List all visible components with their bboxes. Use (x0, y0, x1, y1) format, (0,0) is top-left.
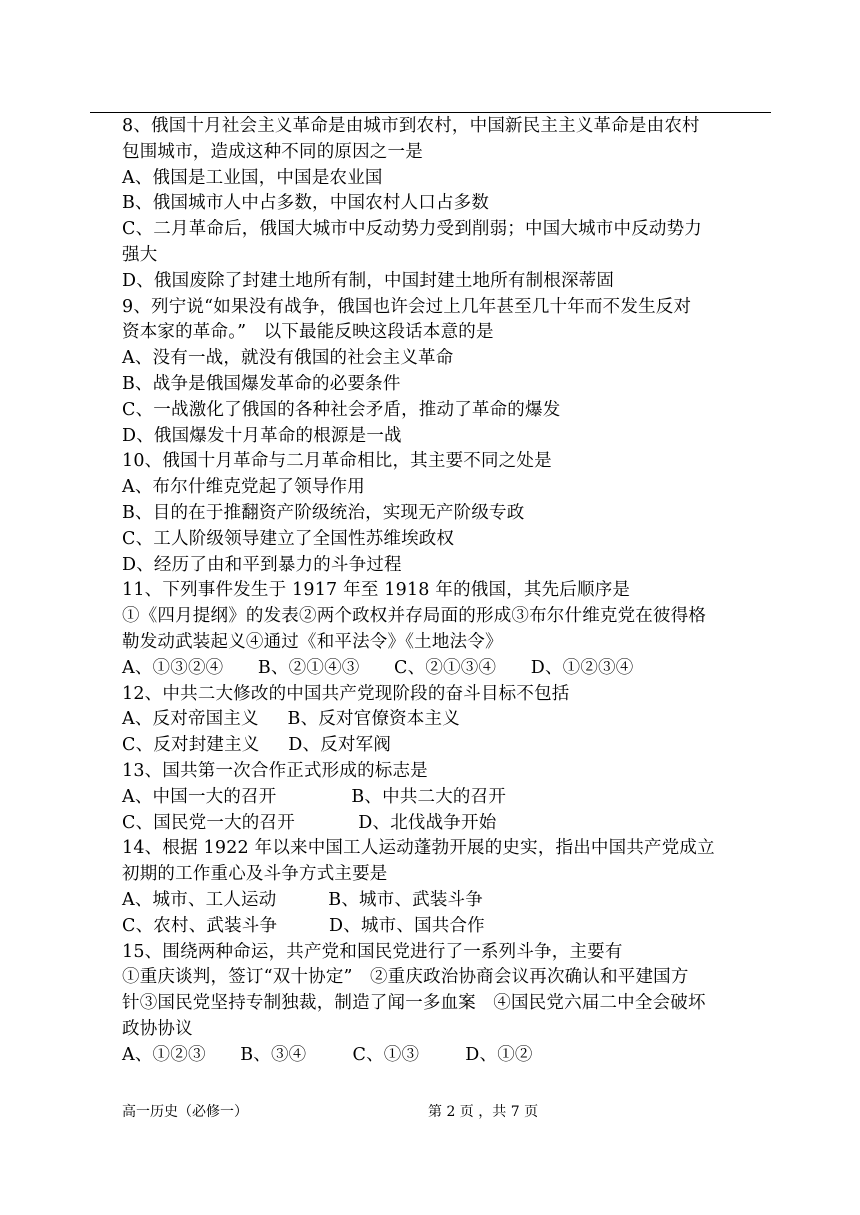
text-line: C、反对封建主义 D、反对军阀 (122, 735, 392, 756)
text-line: B、俄国城市人中占多数，中国农村人口占多数 (122, 193, 490, 214)
text-line: A、中国一大的召开 B、中共二大的召开 (122, 786, 507, 807)
text-line: C、二月革命后，俄国大城市中反动势力受到削弱；中国大城市中反动势力 (122, 219, 702, 240)
page-footer (0, 1101, 860, 1121)
text-line: A、城市、工人运动 B、城市、武装斗争 (122, 889, 483, 910)
text-line: C、农村、武装斗争 D、城市、国共合作 (122, 915, 485, 936)
text-line: 资本家的革命。” 以下最能反映这段话本意的是 (122, 322, 494, 343)
text-line: B、战争是俄国爆发革命的必要条件 (122, 373, 401, 394)
text-line: 13、国共第一次合作正式形成的标志是 (122, 760, 428, 781)
text-line: 强大 (122, 244, 158, 265)
text-line: A、①②③ B、③④ C、①③ D、①② (122, 1044, 533, 1065)
text-line: 政协协议 (122, 1018, 193, 1039)
text-line: 初期的工作重心及斗争方式主要是 (122, 864, 388, 885)
text-line: 11、下列事件发生于 1917 年至 1918 年的俄国，其先后顺序是 (122, 580, 631, 601)
text-line: 12、中共二大修改的中国共产党现阶段的奋斗目标不包括 (122, 683, 570, 704)
text-line: 针③国民党坚持专制独裁，制造了闻一多血案 ④国民党六届二中全会破坏 (122, 993, 706, 1014)
text-line: ①《四月提纲》的发表②两个政权并存局面的形成③布尔什维克党在彼得格 (122, 606, 707, 627)
footer-course-title: 高一历史（必修一） (122, 1104, 248, 1120)
text-line: D、俄国废除了封建土地所有制，中国封建土地所有制根深蒂固 (122, 270, 615, 291)
text-line: C、工人阶级领导建立了全国性苏维埃政权 (122, 528, 455, 549)
text-line: D、俄国爆发十月革命的根源是一战 (122, 425, 402, 446)
text-line: C、一战激化了俄国的各种社会矛盾，推动了革命的爆发 (122, 399, 561, 420)
text-line: ①重庆谈判，签订“双十协定” ②重庆政治协商会议再次确认和平建国方 (122, 967, 689, 988)
text-line: A、反对帝国主义 B、反对官僚资本主义 (122, 709, 460, 730)
header-rule (90, 112, 771, 113)
text-line: C、国民党一大的召开 D、北伐战争开始 (122, 812, 497, 833)
text-line: A、俄国是工业国，中国是农业国 (122, 167, 383, 188)
text-line: A、①③②④ B、②①④③ C、②①③④ D、①②③④ (122, 657, 634, 678)
text-line: D、经历了由和平到暴力的斗争过程 (122, 554, 402, 575)
document-body (122, 114, 772, 1068)
text-line: 勒发动武装起义④通过《和平法令》《土地法令》 (122, 631, 503, 652)
text-line: 10、俄国十月革命与二月革命相比，其主要不同之处是 (122, 451, 552, 472)
text-line: 8、俄国十月社会主义革命是由城市到农村，中国新民主主义革命是由农村 (122, 116, 700, 136)
text-line: A、布尔什维克党起了领导作用 (122, 477, 365, 498)
text-line: 包围城市，造成这种不同的原因之一是 (122, 141, 423, 162)
text-line: 15、围绕两种命运，共产党和国民党进行了一系列斗争，主要有 (122, 941, 623, 962)
footer-page-number: 第 2 页 ，共 7 页 (428, 1104, 539, 1120)
text-line: 9、列宁说“如果没有战争，俄国也许会过上几年甚至几十年而不发生反对 (122, 296, 692, 317)
text-line: B、目的在于推翻资产阶级统治，实现无产阶级专政 (122, 502, 525, 523)
text-line: 14、根据 1922 年以来中国工人运动蓬勃开展的史实，指出中国共产党成立 (122, 838, 715, 859)
text-line: A、没有一战，就没有俄国的社会主义革命 (122, 348, 454, 369)
